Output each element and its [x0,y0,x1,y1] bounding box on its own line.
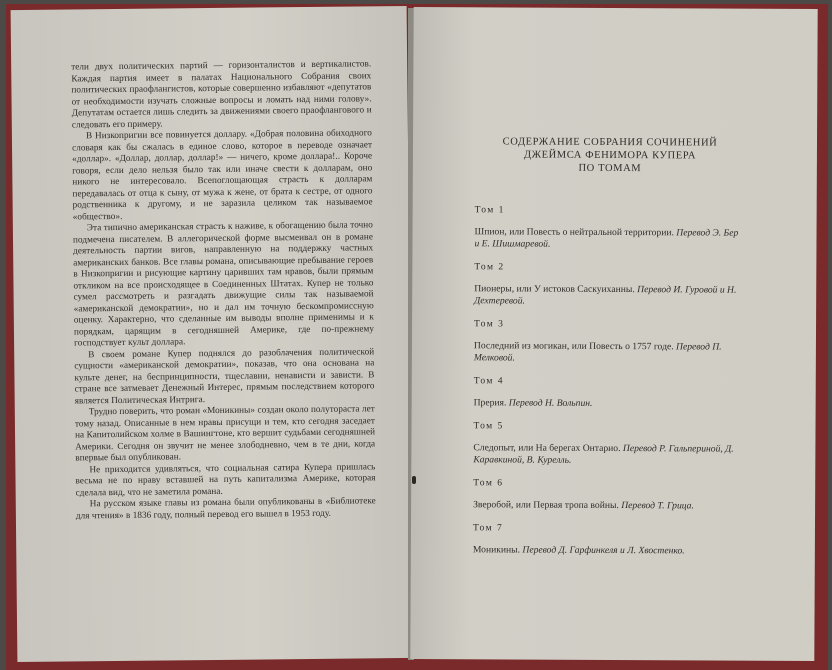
volume-entry [473,544,743,557]
volume-translator: Перевод П. Мелковой. [473,341,722,364]
toc-title [475,135,745,175]
paragraph: Не приходится удивляться, что социальная сатира Купера пришлась весьма не по нраву вставшей на путь капитализма Америке, которая сделала вид, что не заметила романа. [75,460,376,497]
volume-entry [474,283,744,308]
ink-smudge [412,476,416,484]
volume-entry [473,442,743,467]
volume-title: Зверобой, или Первая тропа войны. [473,499,619,512]
paragraph: На русском языке главы из романа были опубликованы в «Библиотеке для чтения» в 1836 году, полный перевод его вышел в 1953 году. [75,495,376,520]
paragraph: Эта типично американская страсть к наживе, к обогащению была точно подмечена писателем. В аллегорической форме высмеивал он в романе деятельность партии вигов, направленную на поддержку частных американских банков. Все главы романа, описывающие пребывание героев в Низкопригии и рисующие картину царивших там нравов, были прямым откликом на все происходящее в Соединенных Штатах. Купер не только сумел рассмотреть и разгадать движущие силы так называемой «американской демократии», но и дал им точную бескомпромиссную оценку. Характерно, что сделанные им выводы вполне применимы и к порядкам, царящим в сегодняшней Америке, где по-прежнему господствует культ доллара. [72,219,374,348]
table-of-contents [473,135,745,557]
volume-title: Прерия. [473,397,507,409]
volume-6 [473,477,743,512]
volume-translator: Перевод Э. Бер и Е. Шишмаревой. [474,227,739,250]
volume-4 [474,375,744,410]
toc-title-line: ДЖЕЙМСА ФЕНИМОРА КУПЕРА [523,149,697,162]
volume-label: Том 2 [474,262,505,273]
paragraph: тели двух политических партий — горизонталистов и вертикалистов. Каждая партия имеет в палатах Национального Собрания своих политических праофлангистов, которые совершенно избавляют «депутатов от необходимости изучать сложные вопросы и ломать над ними голову». Депутатам остается лишь следить за движениями своего праофлангового и следовать его примеру. [71,58,372,129]
left-page [11,6,414,662]
volume-label: Том 3 [474,319,505,330]
volume-5 [473,420,743,467]
volume-3 [474,318,744,365]
volume-translator: Перевод И. Гуровой и Н. Дехтеревой. [474,284,737,307]
volume-translator: Перевод Т. Грица. [621,500,694,512]
volume-entry [474,397,744,410]
volume-label: Том 7 [472,523,504,534]
volume-title: Моникины. [472,544,521,556]
toc-title-line: СОДЕРЖАНИЕ СОБРАНИЯ СОЧИНЕНИЙ [502,136,718,149]
volume-translator: Перевод Р. Гальпериной, Д. Каравкиной, В. Курелль. [473,443,734,466]
volume-entry [474,340,744,365]
volume-7 [473,522,743,557]
volume-translator: Перевод Д. Гарфинкеля и Л. Хвостенко. [522,544,685,557]
paragraph: Трудно поверить, что роман «Моникины» создан около полутораста лет тому назад. Описанные в нем нравы присущи и тем, кто сегодня заседает на Капитолийском холме в Вашингтоне, кто вершит судьбами сегодняшней Америки. Сегодня он звучит не менее злободневно, чем в те дни, когда впервые был опубликован. [74,403,376,463]
volume-title: Шпион, или Повесть о нейтральной территории. [474,226,674,239]
volume-2 [474,261,744,308]
volume-label: Том 6 [473,478,504,489]
volume-entry [474,226,744,251]
left-page-text [71,58,376,521]
volume-label: Том 1 [474,205,505,216]
volume-label: Том 5 [473,421,504,432]
paragraph: В своем романе Купер поднялся до разоблачения политической сущности «американской демократии», показав, что она основана на культе денег, на беспринципности, тщеславии, ненависти и зависти. В стране все затмевает Денежный Интерес, прямым последствием которого является Политическая Интрига. [74,345,375,405]
volume-label: Том 4 [473,376,505,387]
volume-title: Пионеры, или У истоков Саскуиханны. [474,283,635,296]
volume-title: Следопыт, или На берегах Онтарио. [473,442,621,455]
volume-translator: Перевод Н. Вольпин. [508,397,593,409]
paragraph: В Низкопригии все повинуется доллару. «Добрая половина обиходного словаря как бы сжалась в единое слово, которое в переводе означает «доллар». «Доллар, доллар, доллар!» — ничего, кроме доллара!.. Короче говоря, если дело нельзя было так или иначе свести к долларам, оно никого не интересовало. Всепоглощающая страсть к долларам передавалась от отца к сыну, от мужа к жене, от брата к сестре, от одного родственника к другому, и не заразила целиком так называемое «общество». [71,127,373,221]
toc-title-line: ПО ТОМАМ [578,162,642,175]
volume-1 [474,204,744,251]
right-page [410,7,817,661]
volume-title: Последний из могикан, или Повесть о 1757 годе. [473,340,674,353]
volume-entry [473,499,743,512]
